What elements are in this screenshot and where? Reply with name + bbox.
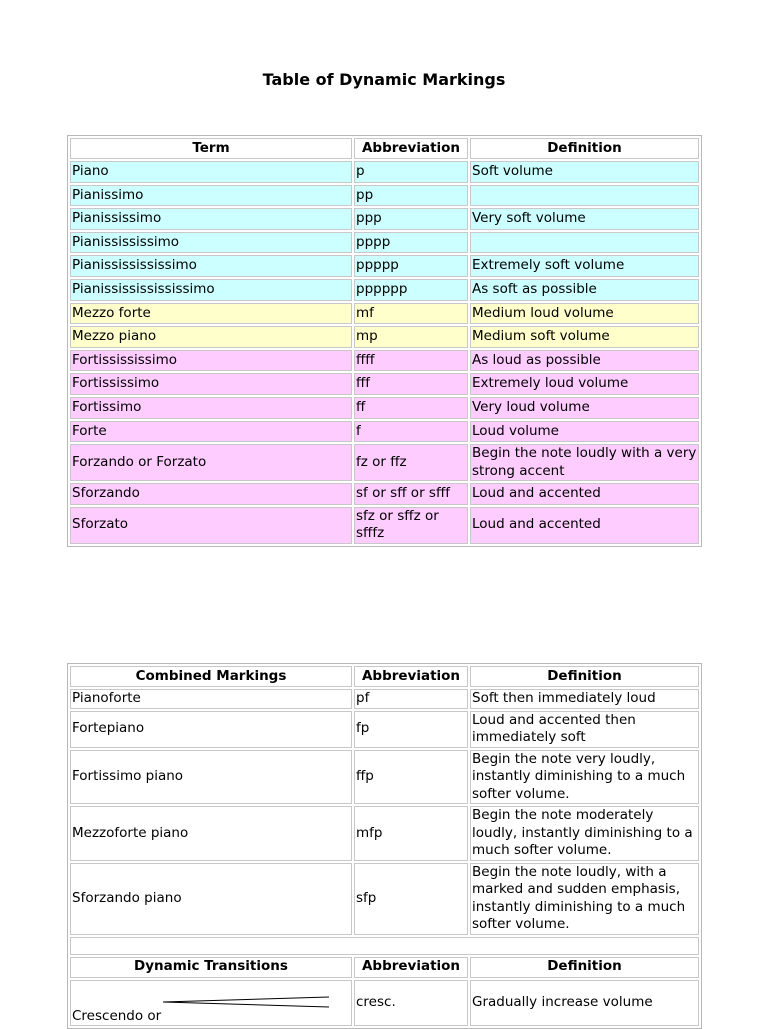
- cell-term: Mezzo forte: [70, 303, 352, 325]
- table-row: [70, 750, 699, 805]
- table-row: [70, 483, 699, 505]
- table-header-row: [70, 666, 699, 687]
- combined-markings-table: [67, 663, 702, 1029]
- table-row: [70, 444, 699, 481]
- cell-definition: Loud and accented then immediately soft: [470, 711, 699, 748]
- cell-abbreviation: sfp: [354, 863, 468, 935]
- dynamic-markings-table: [67, 135, 702, 547]
- cell-term: Sforzato: [70, 507, 352, 544]
- cell-abbreviation: mp: [354, 326, 468, 348]
- cell-term: Mezzoforte piano: [70, 806, 352, 861]
- table-row: [70, 185, 699, 207]
- table-row: [70, 232, 699, 254]
- table-row: [70, 689, 699, 709]
- table-row: [70, 208, 699, 230]
- transitions-header-row: [70, 957, 699, 978]
- cell-abbreviation: pppp: [354, 232, 468, 254]
- cell-definition: [470, 232, 699, 254]
- cell-term: Forte: [70, 421, 352, 443]
- cell-term: Mezzo piano: [70, 326, 352, 348]
- table-row: [70, 806, 699, 861]
- table-header-row: [70, 138, 699, 159]
- cell-definition: Gradually increase volume: [470, 980, 699, 1026]
- cell-term: Fortissimo piano: [70, 750, 352, 805]
- cell-definition: Extremely loud volume: [470, 373, 699, 395]
- cell-term: Fortissississimo: [70, 350, 352, 372]
- cell-term: Pianoforte: [70, 689, 352, 709]
- cell-definition: Very soft volume: [470, 208, 699, 230]
- cell-definition: Extremely soft volume: [470, 255, 699, 277]
- cell-term: Forzando or Forzato: [70, 444, 352, 481]
- column-header-term: Term: [70, 138, 352, 159]
- spacer-cell: [70, 937, 699, 955]
- cell-abbreviation: sfz or sffz or sfffz: [354, 507, 468, 544]
- cell-definition: Medium loud volume: [470, 303, 699, 325]
- cell-abbreviation: ffp: [354, 750, 468, 805]
- column-header-abbreviation: Abbreviation: [354, 666, 468, 687]
- cell-definition: Begin the note very loudly, instantly diminishing to a much softer volume.: [470, 750, 699, 805]
- cell-definition: As loud as possible: [470, 350, 699, 372]
- table-row: [70, 507, 699, 544]
- cell-term: Pianissississississimo: [70, 279, 352, 301]
- cell-abbreviation: pf: [354, 689, 468, 709]
- cell-definition: Soft then immediately loud: [470, 689, 699, 709]
- table-row: [70, 397, 699, 419]
- cell-abbreviation: ff: [354, 397, 468, 419]
- column-header-definition: Definition: [470, 138, 699, 159]
- cell-definition: Soft volume: [470, 161, 699, 183]
- cell-term: Pianississimo: [70, 208, 352, 230]
- cell-abbreviation: p: [354, 161, 468, 183]
- cell-abbreviation: pp: [354, 185, 468, 207]
- table-row: [70, 303, 699, 325]
- cell-term: Fortissimo: [70, 397, 352, 419]
- cell-term: Piano: [70, 161, 352, 183]
- cell-definition: [470, 185, 699, 207]
- table-row: [70, 980, 699, 1026]
- table-row: [70, 711, 699, 748]
- cell-abbreviation: f: [354, 421, 468, 443]
- cell-term: Sforzando: [70, 483, 352, 505]
- cell-abbreviation: pppppp: [354, 279, 468, 301]
- cell-abbreviation: mfp: [354, 806, 468, 861]
- table-row: [70, 279, 699, 301]
- column-header-definition: Definition: [470, 666, 699, 687]
- column-header-combined-markings: Combined Markings: [70, 666, 352, 687]
- spacer-row: [70, 937, 699, 955]
- table-row: [70, 255, 699, 277]
- table-row: [70, 350, 699, 372]
- cell-abbreviation: fz or ffz: [354, 444, 468, 481]
- table-row: [70, 326, 699, 348]
- cell-abbreviation: mf: [354, 303, 468, 325]
- cell-term-label: Crescendo or: [72, 1008, 162, 1024]
- cell-abbreviation: sf or sff or sfff: [354, 483, 468, 505]
- crescendo-hairpin-icon: [161, 995, 331, 1009]
- table-row: [70, 863, 699, 935]
- cell-term: Sforzando piano: [70, 863, 352, 935]
- cell-definition: Begin the note loudly, with a marked and sudden emphasis, instantly diminishing to a much softer volume.: [470, 863, 699, 935]
- cell-abbreviation: ppppp: [354, 255, 468, 277]
- table-row: [70, 373, 699, 395]
- cell-abbreviation: fff: [354, 373, 468, 395]
- cell-abbreviation: cresc.: [354, 980, 468, 1026]
- cell-abbreviation: ppp: [354, 208, 468, 230]
- cell-definition: Begin the note moderately loudly, instantly diminishing to a much softer volume.: [470, 806, 699, 861]
- cell-term: [70, 980, 352, 1026]
- cell-term: Fortississimo: [70, 373, 352, 395]
- column-header-dynamic-transitions: Dynamic Transitions: [70, 957, 352, 978]
- cell-abbreviation: ffff: [354, 350, 468, 372]
- cell-term: Pianissississimo: [70, 232, 352, 254]
- cell-definition: Loud volume: [470, 421, 699, 443]
- column-header-definition: Definition: [470, 957, 699, 978]
- cell-definition: Medium soft volume: [470, 326, 699, 348]
- cell-definition: Very loud volume: [470, 397, 699, 419]
- cell-term: Pianissimo: [70, 185, 352, 207]
- table-row: [70, 421, 699, 443]
- cell-definition: As soft as possible: [470, 279, 699, 301]
- cell-term: Fortepiano: [70, 711, 352, 748]
- cell-definition: Loud and accented: [470, 483, 699, 505]
- cell-definition: Loud and accented: [470, 507, 699, 544]
- page-title: Table of Dynamic Markings: [262, 70, 506, 89]
- cell-abbreviation: fp: [354, 711, 468, 748]
- cell-definition: Begin the note loudly with a very strong accent: [470, 444, 699, 481]
- column-header-abbreviation: Abbreviation: [354, 138, 468, 159]
- table-row: [70, 161, 699, 183]
- column-header-abbreviation: Abbreviation: [354, 957, 468, 978]
- cell-term: Pianississississimo: [70, 255, 352, 277]
